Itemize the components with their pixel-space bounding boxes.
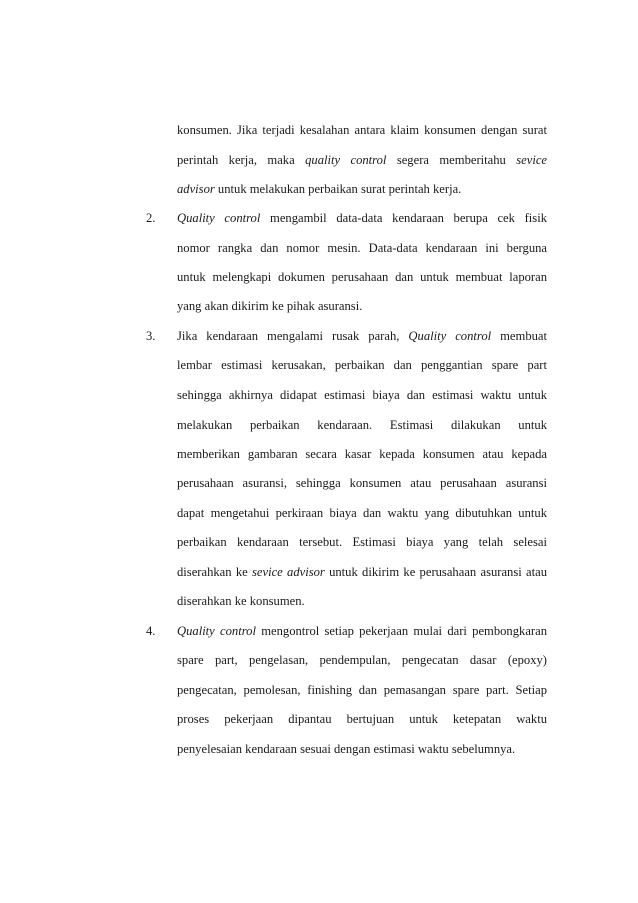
text-line: proses pekerjaan dipantau bertujuan untuk ketepatan waktu	[177, 712, 547, 726]
text-line: perintah kerja, maka quality control segera memberitahu sevice	[177, 153, 548, 167]
text-line: diserahkan ke konsumen.	[177, 594, 305, 608]
text-line: pengecatan, pemolesan, finishing dan pemasangan spare part. Setiap	[177, 683, 547, 697]
text-line: dapat mengetahui perkiraan biaya dan waktu yang dibutuhkan untuk	[177, 506, 547, 520]
text-line: melakukan perbaikan kendaraan. Estimasi dilakukan untuk	[177, 418, 547, 432]
text-line: diserahkan ke sevice advisor untuk dikirim ke perusahaan asuransi atau	[177, 565, 547, 579]
text-line: spare part, pengelasan, pendempulan, pengecatan dasar (epoxy)	[177, 653, 547, 667]
text-line: perusahaan asuransi, sehingga konsumen atau perusahaan asuransi	[177, 476, 547, 490]
text-line: yang akan dikirim ke pihak asuransi.	[177, 299, 363, 313]
list-number: 3.	[146, 329, 156, 343]
text-line: memberikan gambaran secara kasar kepada konsumen atau kepada	[177, 447, 547, 461]
list-number: 2.	[146, 211, 156, 225]
text-line: Jika kendaraan mengalami rusak parah, Quality control membuat	[177, 329, 547, 343]
text-line: untuk melengkapi dokumen perusahaan dan untuk membuat laporan	[177, 270, 547, 284]
text-line: advisor untuk melakukan perbaikan surat perintah kerja.	[177, 182, 462, 196]
text-line: nomor rangka dan nomor mesin. Data-data kendaraan ini berguna	[177, 241, 547, 255]
text-line: lembar estimasi kerusakan, perbaikan dan penggantian spare part	[177, 358, 547, 372]
text-line: perbaikan kendaraan tersebut. Estimasi biaya yang telah selesai	[177, 535, 547, 549]
text-line: Quality control mengontrol setiap pekerjaan mulai dari pembongkaran	[177, 624, 547, 638]
text-line: sehingga akhirnya didapat estimasi biaya dan estimasi waktu untuk	[177, 388, 547, 402]
text-line: penyelesaian kendaraan sesuai dengan estimasi waktu sebelumnya.	[177, 742, 516, 756]
text-line: Quality control mengambil data-data kendaraan berupa cek fisik	[177, 211, 547, 225]
text-line: konsumen. Jika terjadi kesalahan antara klaim konsumen dengan surat	[177, 123, 547, 137]
list-number: 4.	[146, 624, 156, 638]
